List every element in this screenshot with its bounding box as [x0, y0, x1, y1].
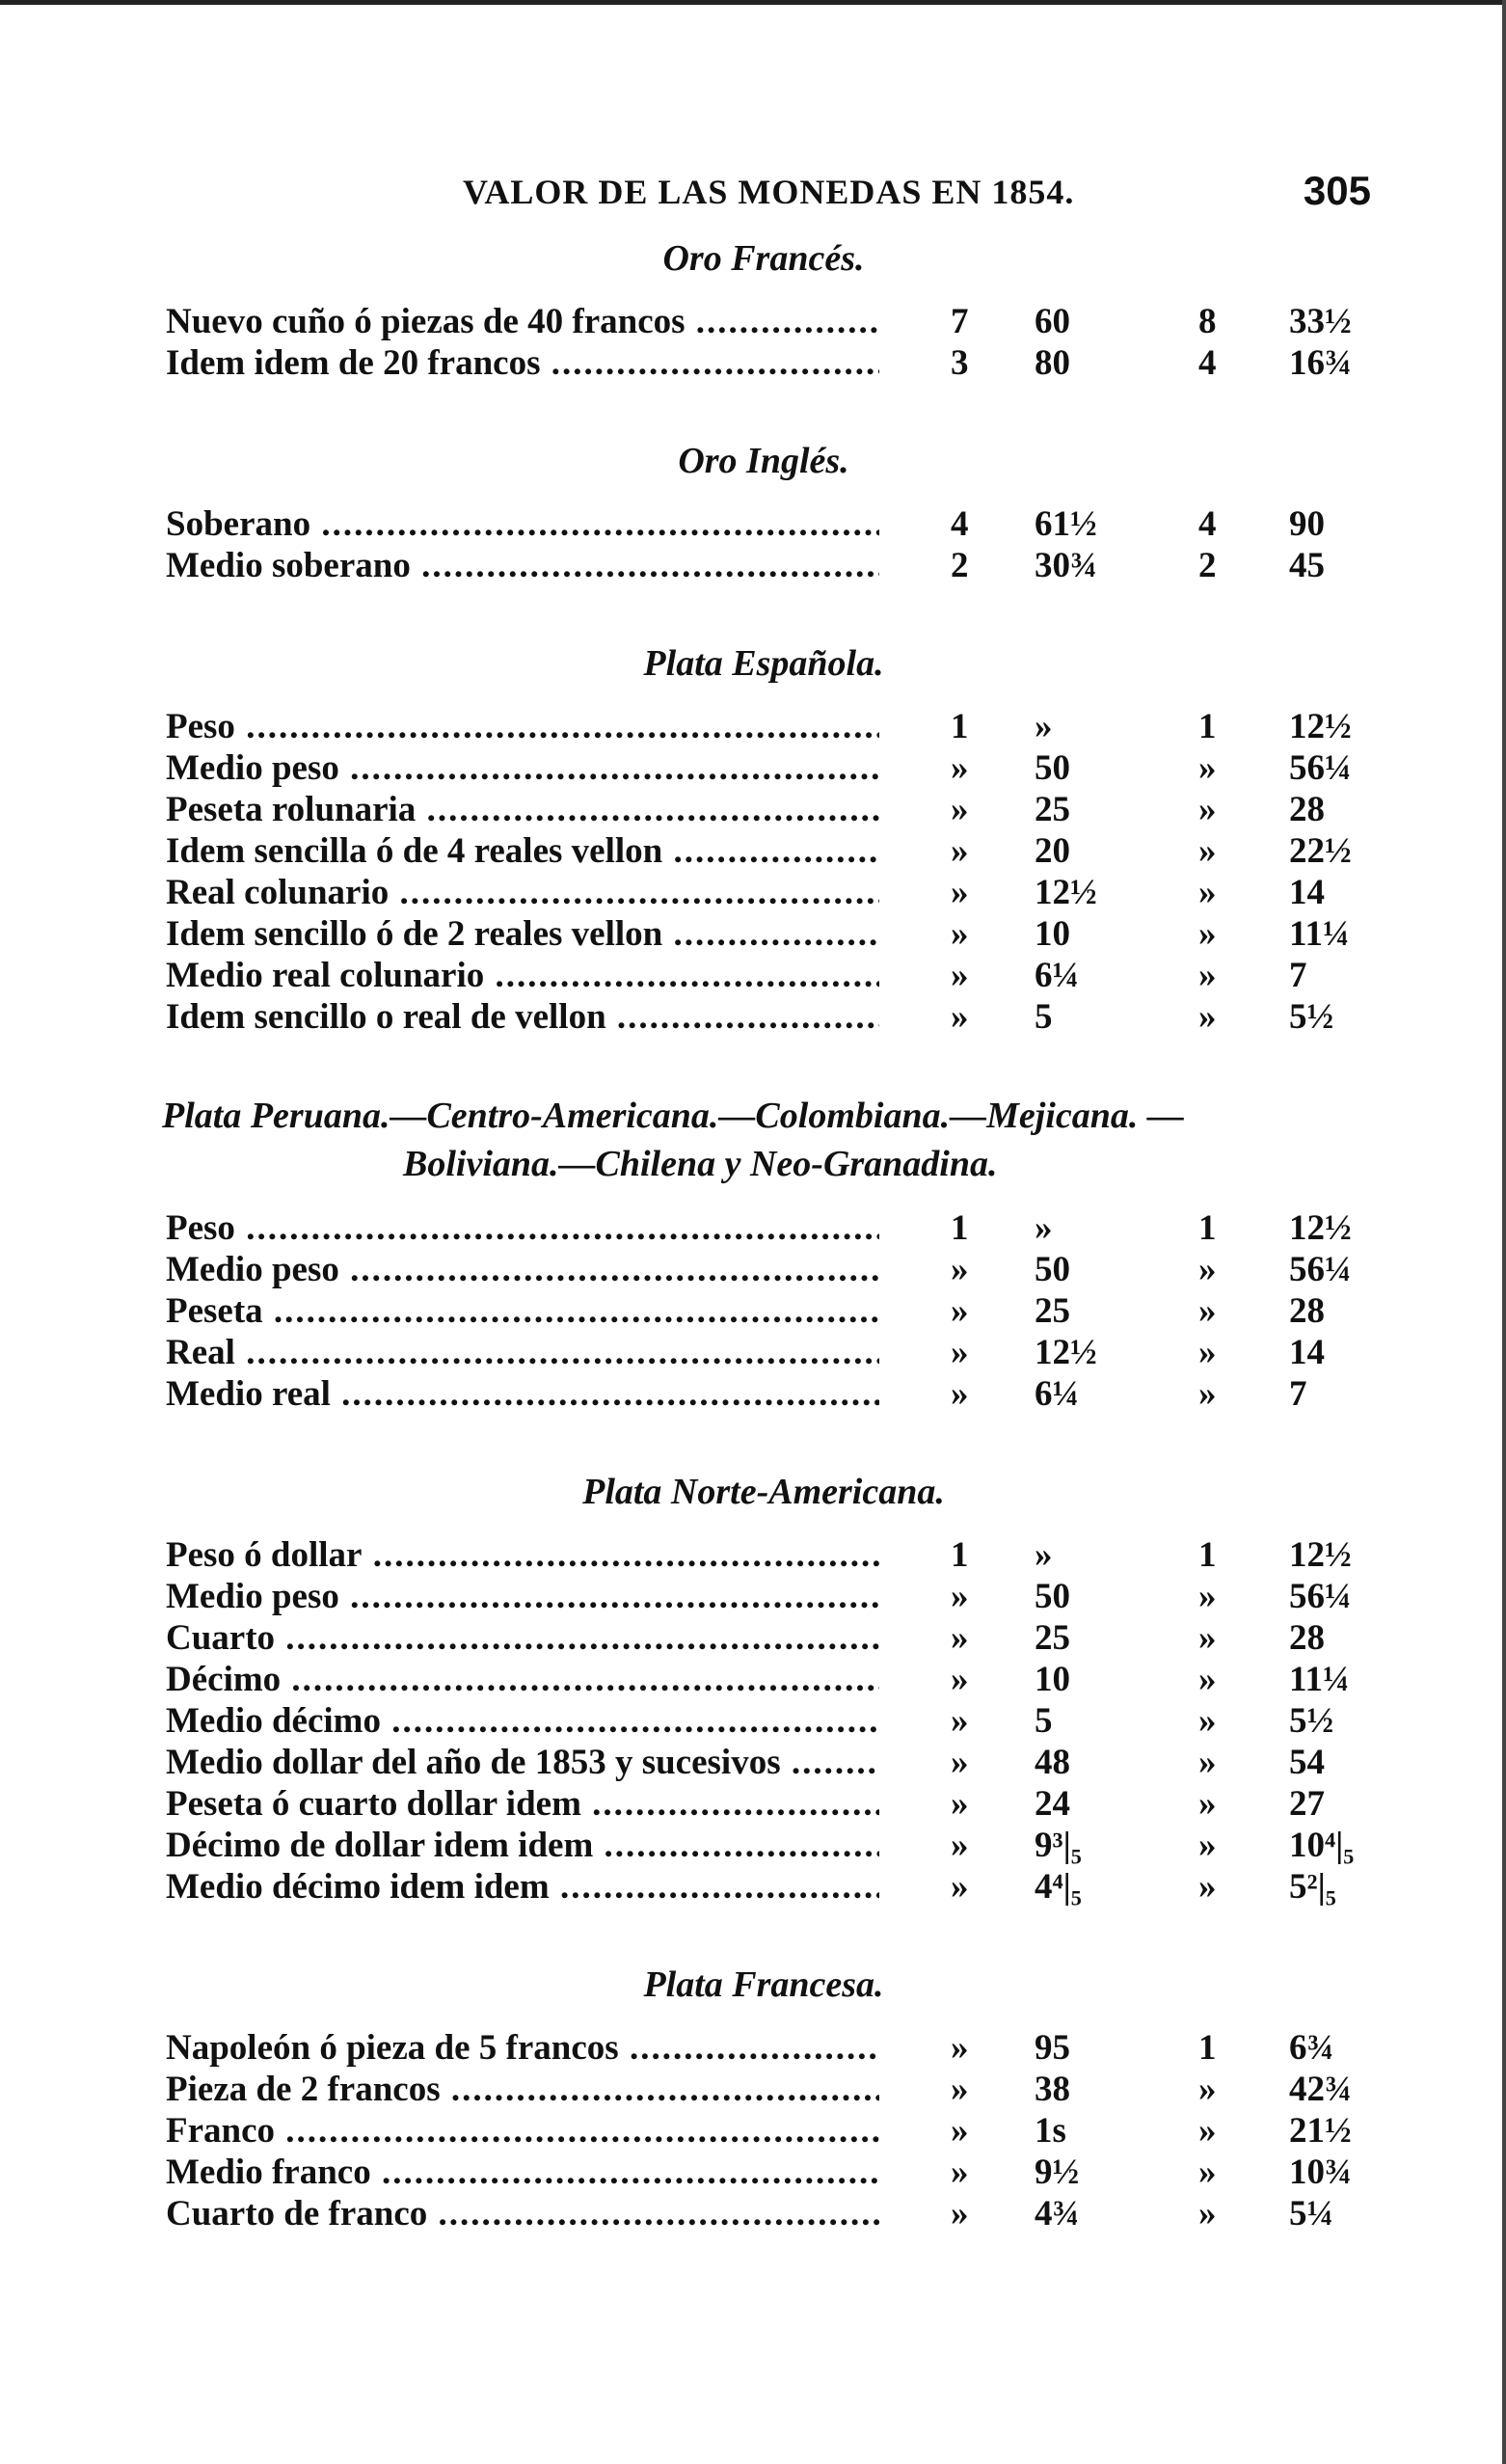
value-b: 50	[1035, 748, 1070, 788]
value-c: »	[1198, 997, 1217, 1037]
value-d: 12½	[1289, 707, 1352, 746]
section-plata-norte-americana	[156, 1469, 1371, 1908]
value-b: 50	[1035, 1250, 1070, 1289]
table-row	[156, 955, 1371, 996]
value-b: 10	[1035, 914, 1070, 954]
value-b: »	[1035, 1535, 1053, 1575]
spacer	[156, 1415, 1371, 1455]
value-b: 5	[1035, 1701, 1053, 1741]
value-a: »	[951, 1577, 969, 1616]
page-number: 305	[1303, 168, 1371, 213]
value-c: »	[1198, 1660, 1217, 1699]
section-plata-americana	[156, 1092, 1371, 1415]
table-row	[156, 706, 1371, 747]
value-d: 5½	[1289, 1701, 1334, 1741]
value-d: 27	[1289, 1784, 1325, 1824]
value-c: »	[1198, 1374, 1217, 1414]
value-d: 12½	[1289, 1208, 1352, 1248]
value-b: 9³|₅	[1035, 1826, 1082, 1865]
table-row	[156, 503, 1371, 545]
coin-label: Medio peso .....	[166, 747, 879, 789]
value-b: 1s	[1035, 2111, 1066, 2151]
coin-label: Peseta rolunaria .....	[166, 789, 879, 830]
value-b: 48	[1035, 1743, 1070, 1782]
value-c: »	[1198, 2153, 1217, 2192]
value-d: 14	[1289, 873, 1325, 912]
value-d: 5¼	[1289, 2194, 1334, 2234]
table-row	[156, 342, 1371, 384]
value-c: »	[1198, 873, 1217, 912]
value-c: »	[1198, 831, 1217, 871]
value-d: 42¾	[1289, 2070, 1352, 2109]
section-plata-espanola	[156, 640, 1371, 1038]
coin-label: Medio décimo .....	[166, 1700, 879, 1742]
value-a: 1	[951, 1535, 969, 1575]
coin-label: Idem sencillo ó de 2 reales vellon .....	[166, 913, 879, 955]
spacer	[156, 1908, 1371, 1948]
value-a: »	[951, 873, 969, 912]
value-d: 45	[1289, 546, 1325, 585]
value-d: 22½	[1289, 831, 1352, 871]
coin-label: Peso ó dollar .....	[166, 1534, 879, 1576]
value-b: »	[1035, 1208, 1053, 1248]
value-c: 1	[1198, 1535, 1217, 1575]
coin-label: Nuevo cuño ó piezas de 40 francos .....	[166, 301, 879, 342]
rows-plata-francesa	[156, 2027, 1371, 2234]
value-c: 2	[1198, 546, 1217, 585]
value-b: 25	[1035, 1618, 1070, 1658]
value-a: »	[951, 790, 969, 829]
value-d: 11¼	[1289, 914, 1350, 954]
value-a: »	[951, 831, 969, 871]
value-d: 12½	[1289, 1535, 1352, 1575]
value-b: 60	[1035, 302, 1070, 341]
value-b: 6¼	[1035, 956, 1080, 995]
value-c: 8	[1198, 302, 1217, 341]
coin-label: Peso .....	[166, 1207, 879, 1249]
value-c: »	[1198, 1867, 1217, 1907]
value-a: »	[951, 1250, 969, 1289]
section-title: Oro Inglés.	[678, 441, 849, 481]
section-oro-frances	[156, 235, 1371, 384]
value-d: 11¼	[1289, 1660, 1350, 1699]
coin-label: Real .....	[166, 1332, 879, 1373]
value-a: 7	[951, 302, 969, 341]
value-c: »	[1198, 1333, 1217, 1372]
coin-label: Cuarto de franco .....	[166, 2193, 879, 2234]
value-a: »	[951, 2153, 969, 2192]
table-row	[156, 913, 1371, 955]
value-a: »	[951, 1826, 969, 1865]
value-d: 7	[1289, 1374, 1307, 1414]
value-b: 38	[1035, 2070, 1070, 2109]
value-b: 5	[1035, 997, 1053, 1037]
value-d: 5½	[1289, 997, 1334, 1037]
value-c: 4	[1198, 343, 1217, 383]
section-title-line-1: Plata Peruana.—Centro-Americana.—Colombiana.—Mejicana. —	[162, 1096, 1184, 1136]
value-b: 12½	[1035, 873, 1097, 912]
value-a: 3	[951, 343, 969, 383]
value-b: 20	[1035, 831, 1070, 871]
value-b: 24	[1035, 1784, 1070, 1824]
table-row	[156, 1290, 1371, 1332]
value-c: »	[1198, 1250, 1217, 1289]
table-row	[156, 1700, 1371, 1742]
value-a: »	[951, 1867, 969, 1907]
value-d: 14	[1289, 1333, 1325, 1372]
value-c: 1	[1198, 707, 1217, 746]
value-a: »	[951, 1618, 969, 1658]
table-row	[156, 2110, 1371, 2152]
coin-label: Peseta .....	[166, 1290, 879, 1332]
section-title: Plata Norte-Americana.	[582, 1472, 945, 1512]
value-d: 54	[1289, 1743, 1325, 1782]
coin-label: Idem sencilla ó de 4 reales vellon .....	[166, 830, 879, 872]
table-row	[156, 996, 1371, 1038]
section-title-line-2: Boliviana.—Chilena y Neo-Granadina.	[403, 1144, 998, 1184]
table-row	[156, 545, 1371, 586]
table-row	[156, 1825, 1371, 1866]
coin-label: Idem idem de 20 francos .....	[166, 342, 879, 384]
spacer	[156, 384, 1371, 424]
value-d: 56¼	[1289, 1250, 1352, 1289]
value-c: »	[1198, 790, 1217, 829]
rows-plata-espanola	[156, 706, 1371, 1038]
value-a: »	[951, 2194, 969, 2234]
value-a: »	[951, 956, 969, 995]
value-c: »	[1198, 1701, 1217, 1741]
table-row	[156, 747, 1371, 789]
rows-plata-americana	[156, 1207, 1371, 1415]
table-row	[156, 789, 1371, 830]
value-b: 9½	[1035, 2153, 1080, 2192]
value-d: 5²|₅	[1289, 1867, 1336, 1907]
value-a: »	[951, 1660, 969, 1699]
section-plata-francesa	[156, 1962, 1371, 2234]
table-row	[156, 2193, 1371, 2234]
section-title	[156, 1092, 1371, 1188]
coin-label: Soberano .....	[166, 503, 879, 545]
page	[156, 154, 1371, 2234]
value-c: »	[1198, 1784, 1217, 1824]
rows-oro-ingles	[156, 503, 1371, 586]
value-a: 2	[951, 546, 969, 585]
value-b: 10	[1035, 1660, 1070, 1699]
value-d: 28	[1289, 1618, 1325, 1658]
value-c: 1	[1198, 1208, 1217, 1248]
value-c: »	[1198, 1577, 1217, 1616]
value-c: »	[1198, 956, 1217, 995]
section-title: Oro Francés.	[662, 238, 865, 279]
value-a: »	[951, 1291, 969, 1331]
section-oro-ingles	[156, 438, 1371, 586]
value-b: »	[1035, 707, 1053, 746]
value-a: 1	[951, 1208, 969, 1248]
value-a: 1	[951, 707, 969, 746]
value-d: 16¾	[1289, 343, 1352, 383]
value-d: 56¼	[1289, 748, 1352, 788]
value-d: 28	[1289, 1291, 1325, 1331]
value-d: 21½	[1289, 2111, 1352, 2151]
top-border	[0, 0, 1506, 5]
coin-label: Medio real colunario .....	[166, 955, 879, 996]
value-b: 4¾	[1035, 2194, 1080, 2234]
value-d: 10¾	[1289, 2153, 1352, 2192]
coin-label: Napoleón ó pieza de 5 francos .....	[166, 2027, 879, 2069]
value-b: 25	[1035, 1291, 1070, 1331]
coin-label: Idem sencillo o real de vellon .....	[166, 996, 879, 1038]
coin-label: Cuarto .....	[166, 1617, 879, 1659]
coin-label: Medio soberano .....	[166, 545, 879, 586]
table-row	[156, 1617, 1371, 1659]
value-c: »	[1198, 2070, 1217, 2109]
value-b: 12½	[1035, 1333, 1097, 1372]
rows-oro-frances	[156, 301, 1371, 384]
value-c: »	[1198, 1743, 1217, 1782]
table-row	[156, 872, 1371, 913]
table-row	[156, 1783, 1371, 1825]
coin-label: Medio franco .....	[166, 2152, 879, 2193]
value-c: »	[1198, 914, 1217, 954]
coin-label: Medio peso .....	[166, 1576, 879, 1617]
table-row	[156, 1534, 1371, 1576]
value-d: 28	[1289, 790, 1325, 829]
coin-label: Medio dollar del año de 1853 y sucesivos .....	[166, 1742, 879, 1783]
table-row	[156, 830, 1371, 872]
table-row	[156, 1249, 1371, 1290]
table-row	[156, 1576, 1371, 1617]
value-b: 4⁴|₅	[1035, 1867, 1082, 1907]
page-header	[156, 154, 1371, 222]
coin-label: Pieza de 2 francos .....	[166, 2069, 879, 2110]
table-row	[156, 1207, 1371, 1249]
value-a: »	[951, 2028, 969, 2068]
value-c: »	[1198, 1826, 1217, 1865]
value-b: 50	[1035, 1577, 1070, 1616]
value-b: 6¼	[1035, 1374, 1080, 1414]
value-a: »	[951, 1333, 969, 1372]
value-c: »	[1198, 2111, 1217, 2151]
value-d: 10⁴|₅	[1289, 1826, 1355, 1865]
coin-label: Medio décimo idem idem .....	[166, 1866, 879, 1908]
coin-label: Medio peso .....	[166, 1249, 879, 1290]
value-c: »	[1198, 1291, 1217, 1331]
value-c: »	[1198, 748, 1217, 788]
value-d: 6¾	[1289, 2028, 1334, 2068]
value-a: »	[951, 914, 969, 954]
value-a: 4	[951, 504, 969, 544]
spacer	[156, 1038, 1371, 1078]
value-b: 95	[1035, 2028, 1070, 2068]
value-c: »	[1198, 1618, 1217, 1658]
rows-plata-norte-americana	[156, 1534, 1371, 1908]
value-b: 25	[1035, 790, 1070, 829]
table-row	[156, 2069, 1371, 2110]
coin-label: Peseta ó cuarto dollar idem .....	[166, 1783, 879, 1825]
value-a: »	[951, 2111, 969, 2151]
spacer	[156, 586, 1371, 627]
value-d: 7	[1289, 956, 1307, 995]
value-c: »	[1198, 2194, 1217, 2234]
value-a: »	[951, 1743, 969, 1782]
table-row	[156, 1659, 1371, 1700]
value-b: 80	[1035, 343, 1070, 383]
coin-label: Décimo de dollar idem idem .....	[166, 1825, 879, 1866]
table-row	[156, 1373, 1371, 1415]
section-title: Plata Francesa.	[643, 1964, 884, 2005]
table-row	[156, 2027, 1371, 2069]
value-a: »	[951, 1784, 969, 1824]
section-title: Plata Española.	[643, 643, 884, 684]
value-c: 4	[1198, 504, 1217, 544]
value-a: »	[951, 748, 969, 788]
value-d: 56¼	[1289, 1577, 1352, 1616]
value-a: »	[951, 1701, 969, 1741]
value-a: »	[951, 2070, 969, 2109]
coin-label: Medio real .....	[166, 1373, 879, 1415]
coin-label: Franco .....	[166, 2110, 879, 2152]
value-a: »	[951, 997, 969, 1037]
table-row	[156, 1742, 1371, 1783]
value-b: 61½	[1035, 504, 1097, 544]
coin-label: Décimo .....	[166, 1659, 879, 1700]
right-border	[1502, 0, 1506, 2464]
value-d: 90	[1289, 504, 1325, 544]
coin-label: Real colunario .....	[166, 872, 879, 913]
value-d: 33½	[1289, 302, 1352, 341]
value-a: »	[951, 1374, 969, 1414]
value-c: 1	[1198, 2028, 1217, 2068]
running-title: VALOR DE LAS MONEDAS EN 1854.	[463, 173, 1075, 211]
table-row	[156, 301, 1371, 342]
table-row	[156, 1866, 1371, 1908]
table-row	[156, 1332, 1371, 1373]
coin-label: Peso .....	[166, 706, 879, 747]
value-b: 30¾	[1035, 546, 1097, 585]
table-row	[156, 2152, 1371, 2193]
